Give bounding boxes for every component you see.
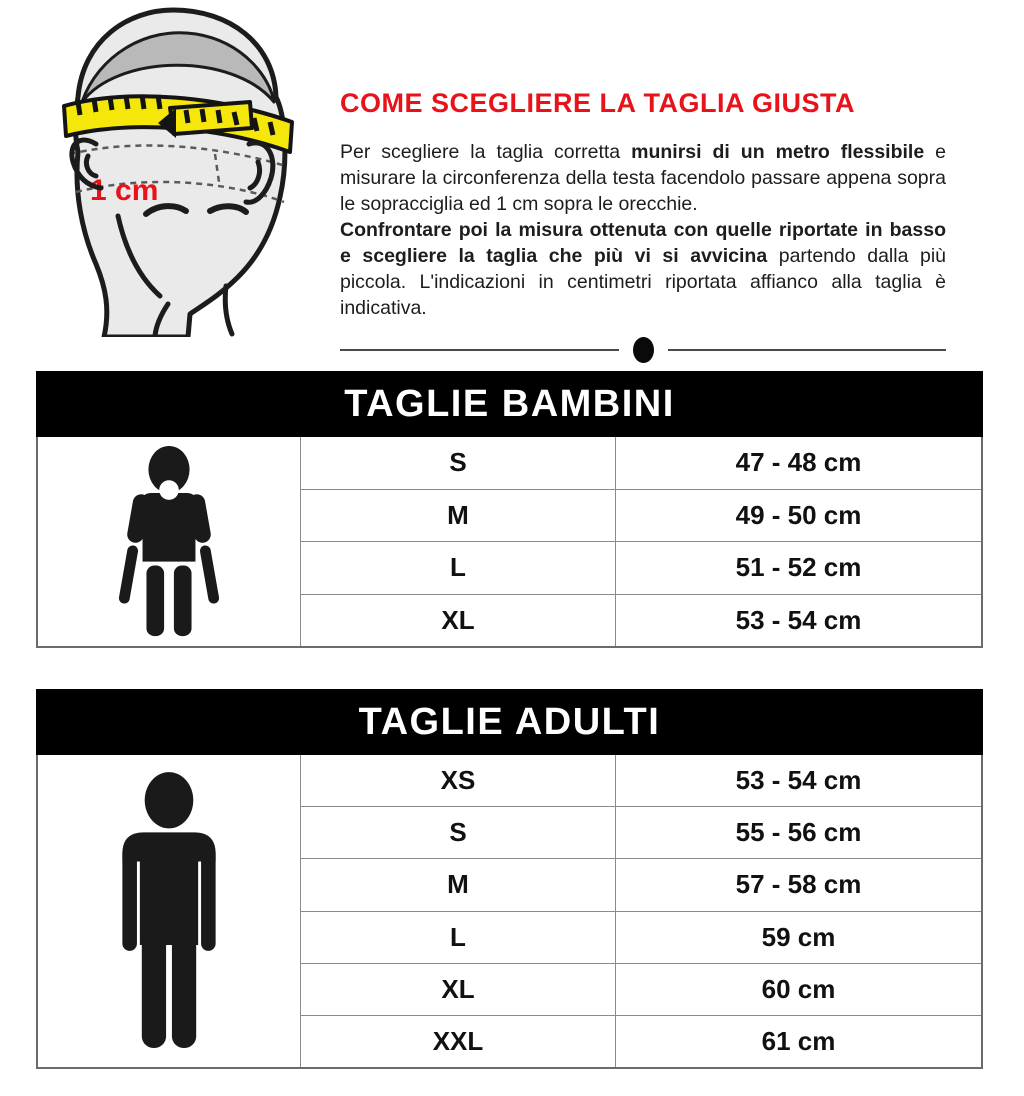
size-range: 55 - 56 cm [735, 817, 862, 848]
bambini-table-header: TAGLIE BAMBINI [36, 371, 983, 437]
size-label: L [301, 912, 616, 963]
intro-p1-regular-1: Per scegliere la taglia corretta [340, 141, 632, 163]
table-row [301, 594, 981, 647]
head-measurement-illustration [18, 2, 318, 337]
intro-section [0, 0, 1024, 371]
intro-p2-bold: Confrontare poi la misura ottenuta con quelle riportate in basso e scegliere la taglia che più vi si avvicina [340, 219, 946, 267]
size-label: XXL [301, 1016, 616, 1067]
adulti-table-header: TAGLIE ADULTI [36, 689, 983, 755]
section-divider [340, 337, 946, 363]
child-silhouette-icon [110, 444, 228, 640]
table-row [301, 437, 981, 489]
bambini-rows [301, 437, 981, 646]
one-cm-label: 1 cm [90, 174, 159, 207]
size-range: 47 - 48 cm [735, 447, 862, 478]
table-row [301, 541, 981, 594]
table-row [301, 755, 981, 806]
divider-line-left [340, 349, 619, 351]
size-range: 57 - 58 cm [735, 869, 862, 900]
child-icon-cell [38, 437, 301, 646]
bambini-table-body [36, 437, 983, 648]
size-label: XL [301, 964, 616, 1015]
intro-paragraph-1 [340, 139, 946, 217]
intro-paragraph-2 [340, 217, 946, 321]
intro-p1-bold: munirsi di un metro flessibile [631, 141, 925, 163]
divider-dot [633, 337, 654, 363]
adulti-rows [301, 755, 981, 1067]
table-row [301, 858, 981, 910]
size-range: 53 - 54 cm [735, 604, 862, 635]
tables-spacer [0, 648, 1024, 689]
size-range: 49 - 50 cm [735, 499, 862, 530]
taglie-bambini-table [36, 371, 983, 648]
size-label: S [301, 437, 616, 489]
size-label: M [301, 490, 616, 542]
size-label: XS [301, 755, 616, 806]
size-range: 61 cm [761, 1025, 836, 1056]
table-row [301, 806, 981, 858]
divider-line-right [668, 349, 947, 351]
adulti-table-body [36, 755, 983, 1069]
size-label: M [301, 859, 616, 910]
size-range: 51 - 52 cm [735, 552, 862, 583]
adult-icon-cell [38, 755, 301, 1067]
size-range: 60 cm [761, 973, 836, 1004]
size-label: L [301, 542, 616, 594]
table-row [301, 963, 981, 1015]
intro-text-column [340, 88, 946, 363]
taglie-adulti-table [36, 689, 983, 1069]
size-range: 53 - 54 cm [735, 765, 862, 796]
table-row [301, 911, 981, 963]
size-label: S [301, 807, 616, 858]
intro-p1-regular-2: e misurare la circonferenza della testa facendolo passare appena sopra le sopracciglia ed 1 cm sopra le orecchie. [340, 141, 946, 215]
size-range: 59 cm [761, 921, 836, 952]
table-row [301, 1015, 981, 1067]
table-row [301, 489, 981, 542]
size-label: XL [301, 595, 616, 647]
man-silhouette-icon [101, 768, 237, 1054]
page-title: COME SCEGLIERE LA TAGLIA GIUSTA [340, 88, 855, 118]
intro-p2-regular: partendo dalla più piccola. L'indicazioni in centimetri riportata affianco alla taglia è indicativa. [340, 245, 947, 319]
